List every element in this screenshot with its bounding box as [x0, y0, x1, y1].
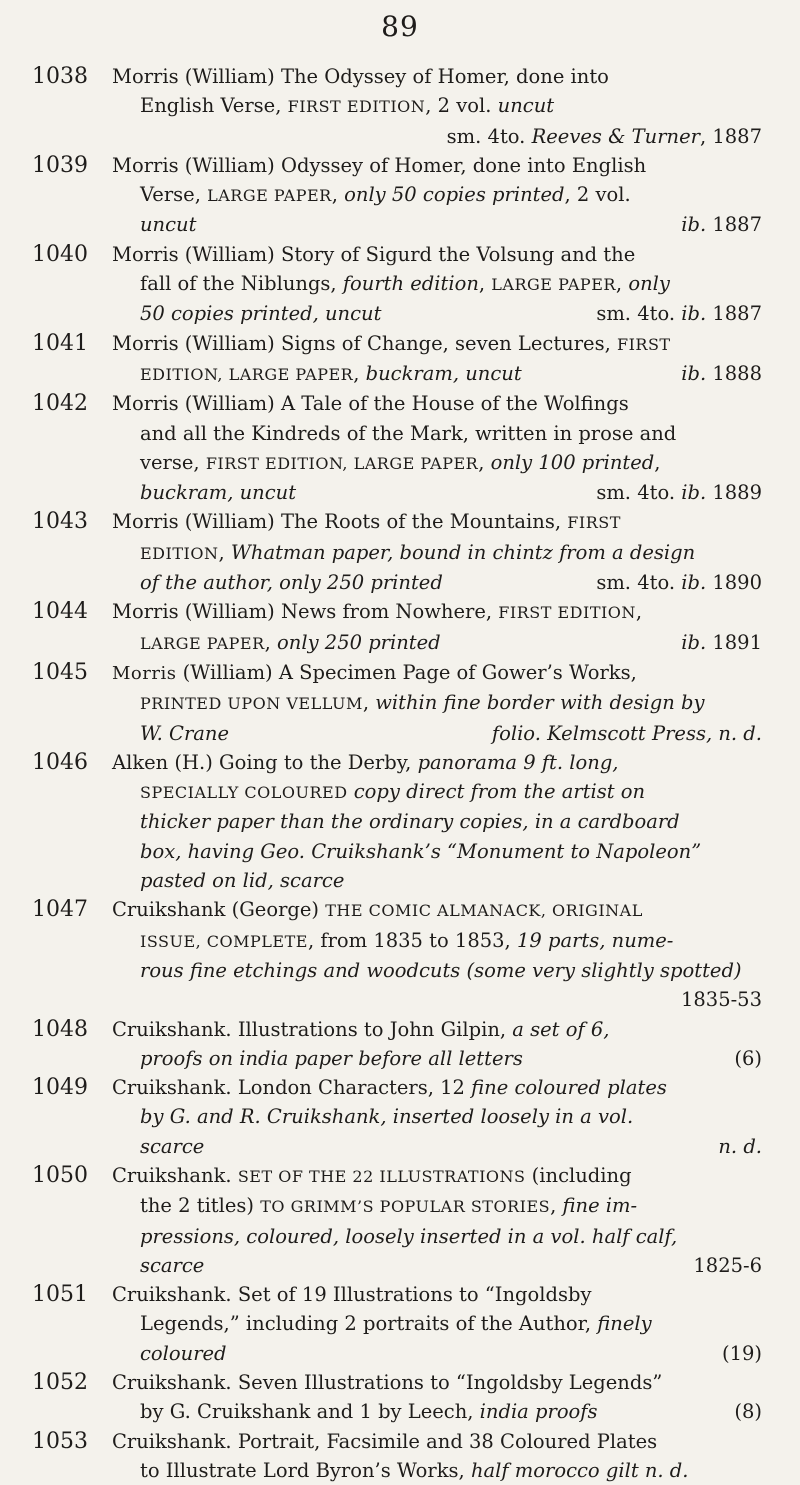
page-number: 89	[381, 10, 419, 43]
lot-description: Morris (William) A Specimen Page of Gower’s Works, PRINTED UPON VELLUM, within fine border with design by W. Crane folio. Kelmscott Press, n. d.	[112, 660, 762, 745]
lot-description: Morris (William) Odyssey of Homer, done into English Verse, LARGE PAPER, only 50 copies printed, 2 vol. uncut ib. 1887	[112, 153, 762, 237]
lot-entry-1051	[32, 1280, 782, 1368]
lot-entry-1046	[32, 748, 782, 895]
lot-description: Alken (H.) Going to the Derby, panorama 9 ft. long, SPECIALLY COLOURED copy direct from the artist on thicker paper than the ordinary copies, in a cardboard box, having Geo. Cruikshank’s “Monument to Napoleon” pasted on lid, scarce	[112, 750, 702, 893]
lot-description: Cruikshank. Seven Illustrations to “Ingoldsby Legends” by G. Cruikshank and 1 by Leech, india proofs (8)	[112, 1371, 762, 1424]
lot-number: 1048	[32, 1016, 88, 1042]
lot-description: Morris (William) The Roots of the Mountains, FIRST EDITION, Whatman paper, bound in chintz from a design of the author, only 250 printed sm. 4to. ib. 1890	[112, 510, 762, 595]
lot-description: Morris (William) A Tale of the House of the Wolfings and all the Kindreds of the Mark, written in prose and verse, FIRST EDITION, LARGE PAPER, only 100 printed, buckram, uncut sm. 4to. ib. 1889	[112, 392, 762, 505]
lot-number: 1053	[32, 1428, 88, 1454]
lot-number: 1039	[32, 152, 88, 178]
lot-entry-1045	[32, 658, 782, 748]
lot-entry-1053	[32, 1427, 782, 1485]
lot-entry-1048	[32, 1015, 782, 1074]
lot-entry-1042	[32, 389, 782, 507]
lot-entry-1041	[32, 329, 782, 390]
lot-number: 1046	[32, 749, 88, 775]
lot-number: 1041	[32, 330, 88, 356]
lot-number: 1040	[32, 241, 88, 267]
lot-number: 1045	[32, 659, 88, 685]
lot-description: Morris (William) News from Nowhere, FIRST EDITION, LARGE PAPER, only 250 printed ib. 1891	[112, 600, 762, 654]
lot-entry-1052	[32, 1368, 782, 1427]
lot-entry-1043	[32, 507, 782, 597]
lot-description: Cruikshank. Set of 19 Illustrations to “Ingoldsby Legends,” including 2 portraits of the Author, finely coloured (19)	[112, 1283, 762, 1365]
lot-description: Cruikshank. London Characters, 12 fine coloured plates by G. and R. Cruikshank, inserted loosely in a vol. scarce n. d.	[112, 1076, 762, 1158]
lot-number: 1050	[32, 1162, 88, 1188]
lot-entry-1038	[32, 62, 782, 151]
lot-entry-1049	[32, 1073, 782, 1161]
lot-entry-1039	[32, 151, 782, 240]
lot-description: Morris (William) Story of Sigurd the Volsung and the fall of the Niblungs, fourth edition, LARGE PAPER, only 50 copies printed, uncut sm. 4to. ib. 1887	[112, 242, 762, 326]
lot-entry-1047	[32, 895, 782, 1014]
lot-number: 1051	[32, 1282, 88, 1308]
lot-number: 1047	[32, 897, 88, 923]
lot-description: Cruikshank. Illustrations to John Gilpin, a set of 6, proofs on india paper before all letters (6)	[112, 1017, 762, 1070]
lot-entry-1050	[32, 1161, 782, 1280]
lot-entry-1040	[32, 240, 782, 329]
lot-number: 1052	[32, 1370, 88, 1396]
lot-description: Morris (William) Signs of Change, seven Lectures, FIRST EDITION, LARGE PAPER, buckram, uncut ib. 1888	[112, 331, 762, 385]
lot-list	[32, 62, 782, 1485]
lot-number: 1044	[32, 599, 88, 625]
lot-description: Morris (William) The Odyssey of Homer, done into English Verse, FIRST EDITION, 2 vol. uncut sm. 4to. Reeves & Turner, 1887	[112, 65, 762, 148]
lot-entry-1044	[32, 597, 782, 658]
lot-description: Cruikshank (George) THE COMIC ALMANACK, ORIGINAL ISSUE, COMPLETE, from 1835 to 1853, 19 parts, nume- rous fine etchings and woodcuts (some very slightly spotted) 1835-53	[112, 898, 762, 1012]
lot-description: Cruikshank. Portrait, Facsimile and 38 Coloured Plates to Illustrate Lord Byron’s Works, half morocco gilt n. d.	[112, 1429, 689, 1482]
lot-number: 1049	[32, 1075, 88, 1101]
lot-number: 1038	[32, 64, 88, 89]
lot-description: Cruikshank. SET OF THE 22 ILLUSTRATIONS (including the 2 titles) TO GRIMM’S POPULAR STORIES, fine im- pressions, coloured, loosely inserted in a vol. half calf, scarce 1825-6	[112, 1163, 762, 1277]
lot-number: 1042	[32, 391, 88, 417]
lot-number: 1043	[32, 509, 88, 535]
